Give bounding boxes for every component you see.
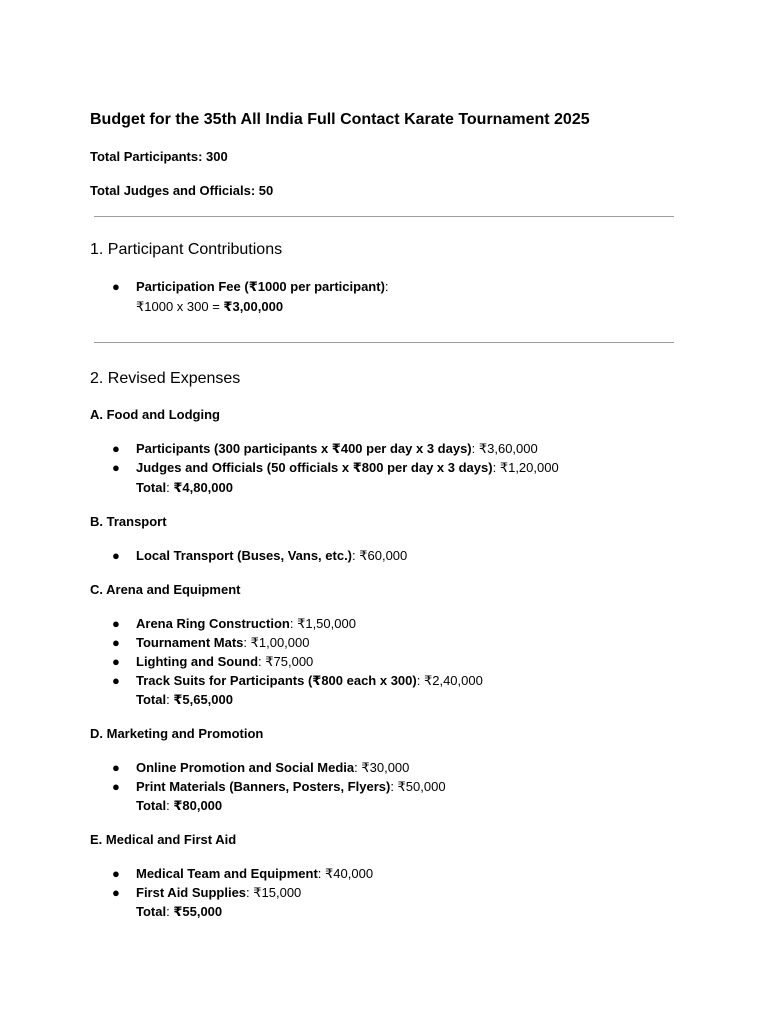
- divider: [94, 216, 674, 217]
- item-label: Judges and Officials (50 officials x ₹800 per day x 3 days): [136, 460, 493, 475]
- item-value: : ₹1,00,000: [243, 635, 310, 650]
- bullet: ●: [112, 616, 120, 631]
- subsection-heading-food: A. Food and Lodging: [90, 407, 220, 422]
- item-value: : ₹30,000: [354, 760, 410, 775]
- section-heading-expenses: 2. Revised Expenses: [90, 370, 241, 387]
- total-value: ₹5,65,000: [173, 692, 233, 707]
- bullet: ●: [112, 441, 120, 456]
- item-value: : ₹60,000: [352, 548, 408, 563]
- bullet: ●: [112, 654, 120, 669]
- item-label: Tournament Mats: [136, 635, 244, 650]
- item-value: : ₹50,000: [390, 779, 446, 794]
- section-heading-contributions: 1. Participant Contributions: [90, 241, 283, 258]
- item-label: Participants (300 participants x ₹400 per day x 3 days): [136, 441, 472, 456]
- item-value: : ₹2,40,000: [416, 673, 483, 688]
- bullet: ●: [112, 885, 120, 900]
- bullet: ●: [112, 635, 120, 650]
- total-value: ₹55,000: [173, 904, 223, 919]
- item-label: First Aid Supplies: [136, 885, 247, 900]
- item-label: Track Suits for Participants (₹800 each x 300): [136, 673, 417, 688]
- total-value: ₹4,80,000: [173, 480, 233, 495]
- item-label: Print Materials (Banners, Posters, Flyers): [136, 779, 391, 794]
- item-value: : ₹3,60,000: [471, 441, 538, 456]
- total-label: Total: [136, 904, 167, 919]
- bullet: ●: [112, 779, 120, 794]
- divider: [94, 342, 674, 343]
- subsection-heading-transport: B. Transport: [90, 514, 167, 529]
- total-label: Total: [136, 692, 167, 707]
- bullet: ●: [112, 460, 120, 475]
- item-value: : ₹1,50,000: [289, 616, 356, 631]
- item-value: : ₹75,000: [258, 654, 314, 669]
- item-label: Online Promotion and Social Media: [136, 760, 355, 775]
- item-label: Participation Fee (₹1000 per participant): [136, 279, 385, 294]
- calc-text: ₹1000 x 300 =: [136, 299, 224, 314]
- bullet: ●: [112, 760, 120, 775]
- subsection-heading-marketing: D. Marketing and Promotion: [90, 726, 264, 741]
- document-title: Budget for the 35th All India Full Contact Karate Tournament 2025: [90, 111, 590, 128]
- bullet: ●: [112, 548, 120, 563]
- item-label: Local Transport (Buses, Vans, etc.): [136, 548, 353, 563]
- item-label: Lighting and Sound: [136, 654, 259, 669]
- item-label: Arena Ring Construction: [136, 616, 290, 631]
- subsection-heading-arena: C. Arena and Equipment: [90, 582, 241, 597]
- total-judges: Total Judges and Officials: 50: [90, 183, 274, 198]
- item-separator: :: [384, 279, 389, 294]
- calc-total: ₹3,00,000: [223, 299, 284, 314]
- item-value: : ₹40,000: [317, 866, 374, 881]
- bullet: ●: [112, 673, 120, 688]
- total-participants: Total Participants: 300: [90, 149, 228, 164]
- total-label: Total: [136, 798, 167, 813]
- total-label: Total: [136, 480, 167, 495]
- bullet: ●: [112, 866, 120, 881]
- subsection-heading-medical: E. Medical and First Aid: [90, 832, 237, 847]
- item-value: : ₹1,20,000: [492, 460, 559, 475]
- total-value: ₹80,000: [173, 798, 223, 813]
- item-label: Medical Team and Equipment: [136, 866, 318, 881]
- bullet: ●: [112, 279, 120, 294]
- item-value: : ₹15,000: [246, 885, 302, 900]
